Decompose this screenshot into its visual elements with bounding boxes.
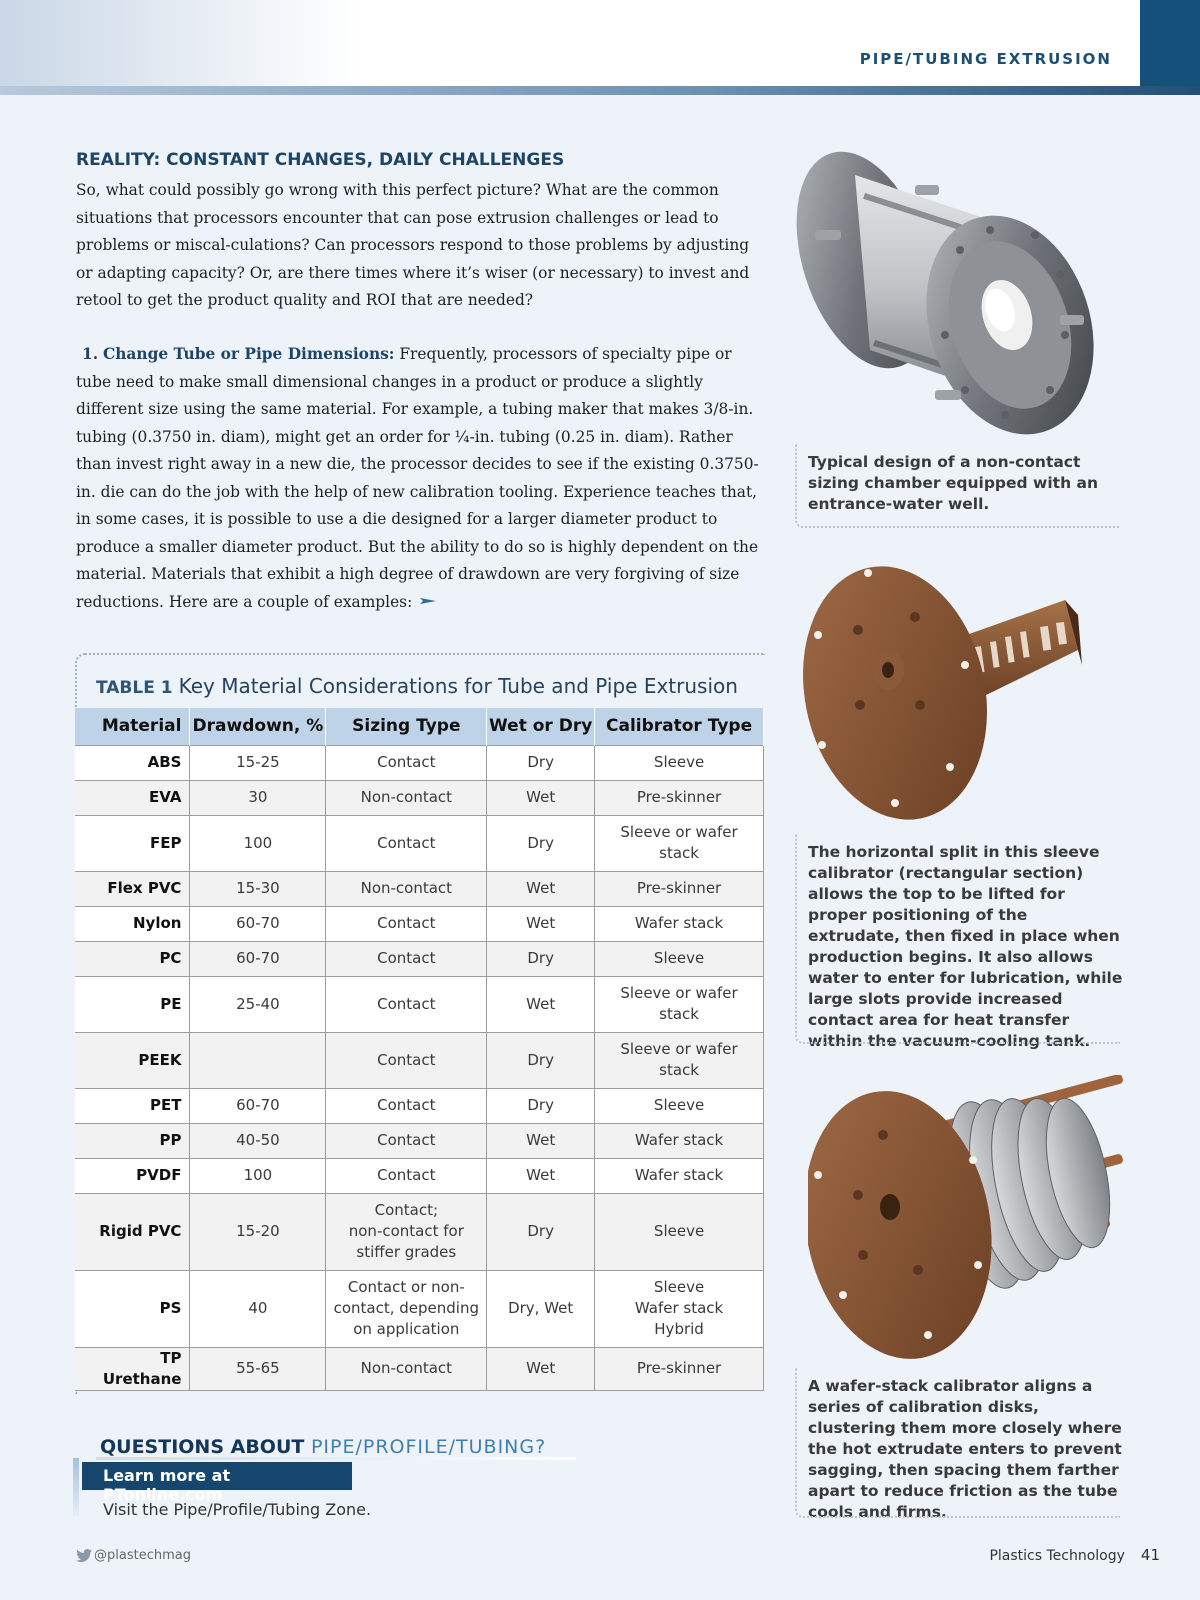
table-cell: Wet bbox=[487, 1123, 595, 1158]
material-cell: PP bbox=[75, 1123, 190, 1158]
table-cell: 40 bbox=[190, 1270, 326, 1347]
table-cell: 30 bbox=[190, 780, 326, 815]
figure-caption-1: Typical design of a non-contact sizing chamber equipped with an entrance-water well. bbox=[808, 453, 1098, 513]
table-cell: Wet bbox=[487, 780, 595, 815]
table-row bbox=[75, 976, 764, 1032]
list-item-title: Change Tube or Pipe Dimensions: bbox=[102, 345, 395, 363]
material-cell: PS bbox=[75, 1270, 190, 1347]
twitter-handle[interactable] bbox=[76, 1548, 191, 1563]
list-number: 1. bbox=[82, 345, 99, 363]
table-cell: Dry, Wet bbox=[487, 1270, 595, 1347]
material-cell: PC bbox=[75, 941, 190, 976]
material-cell: PEEK bbox=[75, 1032, 190, 1088]
table-cell: 55-65 bbox=[190, 1347, 326, 1390]
table-cell: Contact bbox=[326, 1123, 487, 1158]
material-cell: EVA bbox=[75, 780, 190, 815]
table-row bbox=[75, 1088, 764, 1123]
table-header-cell: Drawdown, % bbox=[190, 708, 326, 745]
table-cell: 60-70 bbox=[190, 1088, 326, 1123]
table-cell: Pre-skinner bbox=[595, 780, 764, 815]
table-cell: Wet bbox=[487, 1158, 595, 1193]
table-cell: 100 bbox=[190, 815, 326, 871]
table-row bbox=[75, 1193, 764, 1270]
table-cell bbox=[190, 1032, 326, 1088]
table-cell: Contact bbox=[326, 1032, 487, 1088]
table-cell: Contact bbox=[326, 941, 487, 976]
material-cell: Rigid PVC bbox=[75, 1193, 190, 1270]
material-cell: TP Urethane bbox=[75, 1347, 190, 1390]
table-caption: Key Material Considerations for Tube and Pipe Extrusion bbox=[178, 674, 738, 698]
figure-caption-3: A wafer-stack calibrator aligns a series of calibration disks, clustering them more closely where the hot extrudate enters to prevent sagging, then spacing them farther apart to reduce friction as the tube cools and firms. bbox=[808, 1377, 1122, 1521]
table-cell: 15-25 bbox=[190, 745, 326, 780]
figure-caption-2: The horizontal split in this sleeve calibrator (rectangular section) allows the top to be lifted for proper positioning of the extrudate, then fixed in place when production begins. It also allows water to enter for lubrication, while large slots provide increased contact area for heat transfer within the vacuum-cooling tank. bbox=[808, 843, 1123, 1050]
table-cell: Contact bbox=[326, 1088, 487, 1123]
table-cell: Non-contact bbox=[326, 871, 487, 906]
article-heading: REALITY: CONSTANT CHANGES, DAILY CHALLENGES bbox=[76, 150, 565, 170]
promo-bar bbox=[73, 1458, 79, 1516]
table-cell: Wafer stack bbox=[595, 906, 764, 941]
table-cell: Contact bbox=[326, 745, 487, 780]
table-row bbox=[75, 941, 764, 976]
caption-frame-1 bbox=[795, 444, 1120, 528]
table-cell: Sleeve bbox=[595, 1088, 764, 1123]
table-row bbox=[75, 780, 764, 815]
table-row bbox=[75, 1032, 764, 1088]
promo-heading bbox=[100, 1436, 546, 1458]
table-cell: Non-contact bbox=[326, 780, 487, 815]
list-item-text: Frequently, processors of specialty pipe or tube need to make small dimensional changes in a product or produce a slightly different size using the same material. For example, a tubing maker that makes 3/8-in. tubing (0.3750 in. diam), might get an order for ¼-in. tubing (0.25 in. diam). Rather than invest right away in a new die, the processor decides to see if the existing 0.3750-in. die can do the job with the help of new calibration tooling. Experience teaches that, in some cases, it is possible to use a die designed for a larger diameter product to produce a smaller diameter product. But the ability to do so is highly dependent on the material. Materials that exhibit a high degree of drawdown are very forgiving of size reductions. Here are a couple of examples: bbox=[76, 345, 759, 611]
material-cell: FEP bbox=[75, 815, 190, 871]
table-cell: Wet bbox=[487, 871, 595, 906]
article-paragraph-1: So, what could possibly go wrong with this perfect picture? What are the common situations that processors encounter that can pose extrusion challenges or lead to problems or miscal-culations? Can processors respond to those problems by adjusting or adapting capacity? Or, are there times where it’s wiser (or necessary) to invest and retool to get the product quality and ROI that are needed? bbox=[76, 181, 750, 309]
section-label: PIPE/TUBING EXTRUSION bbox=[859, 50, 1112, 68]
table-row bbox=[75, 815, 764, 871]
material-cell: Flex PVC bbox=[75, 871, 190, 906]
sleeve-calibrator-image bbox=[800, 555, 1105, 830]
table-cell: Contact bbox=[326, 906, 487, 941]
table-cell: 15-30 bbox=[190, 871, 326, 906]
table-cell: Dry bbox=[487, 1032, 595, 1088]
caption-frame-2 bbox=[795, 834, 1120, 1044]
publication-name: Plastics Technology bbox=[989, 1548, 1125, 1564]
table-cell: Sleeve or wafer stack bbox=[595, 815, 764, 871]
table-row bbox=[75, 871, 764, 906]
table-cell: 100 bbox=[190, 1158, 326, 1193]
table-row bbox=[75, 906, 764, 941]
table-cell: Dry bbox=[487, 815, 595, 871]
table-cell: Wafer stack bbox=[595, 1158, 764, 1193]
material-cell: PE bbox=[75, 976, 190, 1032]
table-cell: Wafer stack bbox=[595, 1123, 764, 1158]
material-cell: PET bbox=[75, 1088, 190, 1123]
table-header-cell: Calibrator Type bbox=[595, 708, 764, 745]
article-paragraph-2 bbox=[76, 341, 768, 616]
table-cell: Non-contact bbox=[326, 1347, 487, 1390]
table-cell: Contact; non-contact for stiffer grades bbox=[326, 1193, 487, 1270]
table-row bbox=[75, 1158, 764, 1193]
table-row bbox=[75, 1270, 764, 1347]
table-row bbox=[75, 745, 764, 780]
table-cell: Dry bbox=[487, 941, 595, 976]
table-cell: Dry bbox=[487, 1088, 595, 1123]
table-row bbox=[75, 1347, 764, 1390]
promo-heading-bold: QUESTIONS ABOUT bbox=[100, 1436, 311, 1458]
caption-frame-3 bbox=[795, 1368, 1120, 1518]
material-table bbox=[75, 708, 764, 1391]
learn-more-button[interactable]: Learn more at PTonline.com bbox=[82, 1462, 352, 1490]
table-cell: Sleeve bbox=[595, 1193, 764, 1270]
page-footer bbox=[989, 1546, 1160, 1564]
table-title bbox=[96, 674, 738, 698]
table-cell: Sleeve or wafer stack bbox=[595, 1032, 764, 1088]
table-cell: 40-50 bbox=[190, 1123, 326, 1158]
table-cell: Sleeve or wafer stack bbox=[595, 976, 764, 1032]
table-cell: 60-70 bbox=[190, 941, 326, 976]
table-cell: Dry bbox=[487, 745, 595, 780]
table-cell: 15-20 bbox=[190, 1193, 326, 1270]
promo-heading-topic: PIPE/PROFILE/TUBING? bbox=[310, 1436, 547, 1458]
table-row bbox=[75, 1123, 764, 1158]
table-cell: Contact bbox=[326, 976, 487, 1032]
table-label: TABLE 1 bbox=[96, 678, 173, 698]
promo-text: Visit the Pipe/Profile/Tubing Zone. bbox=[103, 1500, 372, 1519]
twitter-bird-icon bbox=[76, 1549, 92, 1562]
table-cell: Contact or non- contact, depending on application bbox=[326, 1270, 487, 1347]
material-cell: PVDF bbox=[75, 1158, 190, 1193]
material-cell: ABS bbox=[75, 745, 190, 780]
material-cell: Nylon bbox=[75, 906, 190, 941]
table-cell: Contact bbox=[326, 815, 487, 871]
table-header-cell: Sizing Type bbox=[326, 708, 487, 745]
table-header-cell: Material bbox=[75, 708, 190, 745]
wafer-stack-calibrator-image bbox=[808, 1075, 1138, 1360]
table-header-cell: Wet or Dry bbox=[487, 708, 595, 745]
continue-arrow-icon bbox=[420, 596, 436, 606]
table-cell: Pre-skinner bbox=[595, 1347, 764, 1390]
table-cell: Wet bbox=[487, 906, 595, 941]
page-number: 41 bbox=[1140, 1546, 1160, 1564]
table-cell: Sleeve bbox=[595, 745, 764, 780]
table-cell: 25-40 bbox=[190, 976, 326, 1032]
table-cell: Dry bbox=[487, 1193, 595, 1270]
table-cell: Sleeve bbox=[595, 941, 764, 976]
header-tab bbox=[1140, 0, 1200, 90]
table-cell: 60-70 bbox=[190, 906, 326, 941]
table-cell: Pre-skinner bbox=[595, 871, 764, 906]
table-cell: Contact bbox=[326, 1158, 487, 1193]
header-rule bbox=[0, 86, 1200, 95]
table-cell: Sleeve Wafer stack Hybrid bbox=[595, 1270, 764, 1347]
sizing-chamber-image bbox=[795, 135, 1110, 440]
page-header bbox=[0, 0, 1200, 95]
table-cell: Wet bbox=[487, 976, 595, 1032]
table-cell: Wet bbox=[487, 1347, 595, 1390]
twitter-handle-text: @plastechmag bbox=[94, 1548, 191, 1563]
